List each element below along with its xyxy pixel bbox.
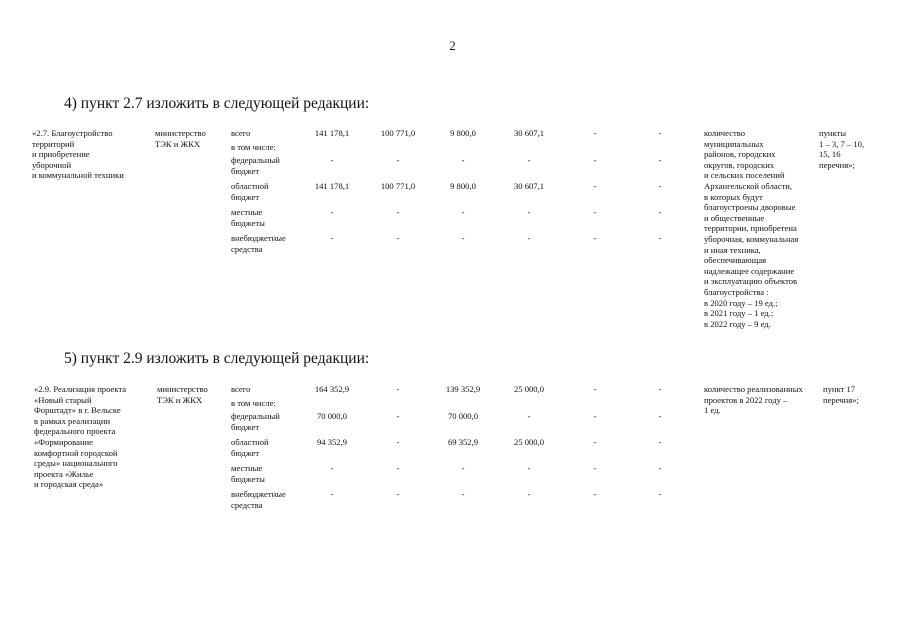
result-indicator-line: муниципальных <box>704 138 764 149</box>
result-indicator-line: благоустроены дворовые <box>704 202 796 213</box>
funding-value: - <box>396 233 400 243</box>
result-indicator-line: благоустройства : <box>704 287 769 297</box>
funding-source-label: в том числе: <box>231 398 276 408</box>
list-points-line: пункт 17 <box>823 384 856 394</box>
funding-value: 69 352,9 <box>447 437 479 447</box>
result-indicator-line: и эксплуатацию объектов <box>704 276 798 287</box>
section-heading: 5) пункт 2.9 изложить в следующей редакции: <box>64 350 370 367</box>
funding-value: - <box>658 411 662 421</box>
funding-value: - <box>593 207 597 217</box>
result-indicator-line: территории, приобретена <box>704 223 797 234</box>
list-points-line: перечня»; <box>823 394 859 405</box>
funding-value: - <box>593 489 597 499</box>
result-indicator-line: в 2021 году – 1 ед.; <box>704 308 774 319</box>
funding-value: - <box>330 207 334 217</box>
funding-value: - <box>396 489 400 499</box>
funding-source-label: всего <box>231 128 251 138</box>
funding-source-label: в том числе: <box>231 142 276 152</box>
funding-value: - <box>593 155 597 165</box>
result-indicator-line: в которых будут <box>704 191 763 202</box>
funding-value: - <box>396 384 400 394</box>
funding-value: - <box>658 437 662 447</box>
funding-value: - <box>330 463 334 473</box>
funding-value: 30 607,1 <box>513 128 545 138</box>
funding-source-label: бюджет <box>231 421 260 432</box>
funding-source-label: внебюджетные <box>231 489 286 499</box>
funding-value: - <box>658 463 662 473</box>
list-points-line: перечня»; <box>819 159 855 170</box>
funding-value: - <box>396 463 400 473</box>
funding-value: 25 000,0 <box>513 384 545 394</box>
event-name-line: территорий <box>32 138 75 149</box>
funding-source-label: бюджет <box>231 191 260 202</box>
funding-source-label: областной <box>231 437 269 447</box>
funding-value: - <box>461 463 465 473</box>
event-name-line: и приобретение <box>32 149 90 160</box>
result-indicator-line: проектов в 2022 году – <box>704 394 788 405</box>
funding-value: - <box>330 489 334 499</box>
funding-value: - <box>527 489 531 499</box>
funding-value: 141 178,1 <box>314 128 350 138</box>
funding-value: 9 800,0 <box>450 181 476 191</box>
event-name-line: и коммунальной техники <box>32 170 124 181</box>
event-name-line: федерального проекта <box>34 426 116 437</box>
funding-value: - <box>396 207 400 217</box>
funding-value: - <box>527 411 531 421</box>
result-indicator-line: в 2020 году – 19 ед.; <box>704 297 778 308</box>
funding-value: - <box>396 437 400 447</box>
event-name-line: «Новый старый <box>34 394 92 405</box>
funding-value: - <box>593 128 597 138</box>
funding-value: - <box>396 411 400 421</box>
executor-line: ТЭК и ЖКХ <box>157 394 203 405</box>
funding-source-label: бюджеты <box>231 217 265 228</box>
funding-source-label: местные <box>231 463 263 473</box>
executor-line: министерство <box>155 128 206 138</box>
funding-value: - <box>593 181 597 191</box>
event-name-line: в рамках реализации <box>34 415 111 426</box>
result-indicator-line: округов, городских <box>704 159 775 170</box>
event-name-line: «Формирование <box>34 437 93 447</box>
funding-value: - <box>330 233 334 243</box>
funding-value: - <box>658 128 662 138</box>
event-name-line: Форштадт» в г. Вельске <box>34 405 121 416</box>
funding-value: 100 771,0 <box>380 181 416 191</box>
funding-value: - <box>593 463 597 473</box>
funding-source-label: федеральный <box>231 155 280 165</box>
funding-value: - <box>461 489 465 499</box>
funding-value: 139 352,9 <box>445 384 481 394</box>
funding-value: 70 000,0 <box>316 411 348 421</box>
funding-value: - <box>527 463 531 473</box>
funding-value: - <box>396 155 400 165</box>
result-indicator-line: районов, городских <box>704 149 776 160</box>
funding-source-label: бюджет <box>231 447 260 458</box>
page-number: 2 <box>449 38 456 53</box>
result-indicator-line: Архангельской области, <box>704 181 793 191</box>
list-points-line: пункты <box>819 128 847 138</box>
funding-source-label: федеральный <box>231 411 280 421</box>
funding-value: - <box>527 233 531 243</box>
event-name-line: и городская среда» <box>34 479 104 490</box>
result-indicator-line: и иная техника, <box>704 244 761 255</box>
event-name-line: «2.9. Реализация проекта <box>34 384 127 394</box>
funding-value: - <box>593 437 597 447</box>
funding-value: 141 178,1 <box>314 181 350 191</box>
funding-value: - <box>461 155 465 165</box>
funding-value: 9 800,0 <box>450 128 476 138</box>
funding-source-label: бюджеты <box>231 473 265 484</box>
funding-source-label: средства <box>231 499 263 510</box>
event-name-line: проекта «Жилье <box>34 468 94 479</box>
funding-source-label: областной <box>231 181 269 191</box>
result-indicator-line: надлежащее содержание <box>704 265 795 276</box>
funding-value: - <box>593 233 597 243</box>
section-heading: 4) пункт 2.7 изложить в следующей редакции: <box>64 95 370 112</box>
funding-value: 70 000,0 <box>447 411 479 421</box>
funding-value: 25 000,0 <box>513 437 545 447</box>
funding-value: - <box>461 233 465 243</box>
funding-value: - <box>658 207 662 217</box>
event-name-line: среды» национального <box>34 458 118 469</box>
list-points-line: 1 – 3, 7 – 10, <box>819 138 865 149</box>
funding-source-label: внебюджетные <box>231 233 286 243</box>
list-points-line: 15, 16 <box>819 149 841 160</box>
result-indicator-line: и сельских поселений <box>704 170 785 181</box>
funding-value: 94 352,9 <box>316 437 348 447</box>
result-indicator-line: обеспечивающая <box>704 255 767 266</box>
result-indicator-line: в 2022 году – 9 ед. <box>704 318 771 329</box>
funding-value: - <box>593 411 597 421</box>
event-name-line: комфортной городской <box>34 447 118 458</box>
event-name-line: уборочной <box>32 159 72 170</box>
funding-source-label: местные <box>231 207 263 217</box>
event-name-line: «2.7. Благоустройство <box>32 128 113 138</box>
funding-value: - <box>658 155 662 165</box>
funding-source-label: всего <box>231 384 251 394</box>
funding-value: - <box>593 384 597 394</box>
funding-value: - <box>658 181 662 191</box>
funding-source-label: средства <box>231 243 263 254</box>
funding-value: 30 607,1 <box>513 181 545 191</box>
result-indicator-line: количество реализованных <box>704 384 803 394</box>
result-indicator-line: уборочная, коммунальная <box>704 234 799 244</box>
executor-line: ТЭК и ЖКХ <box>155 138 201 149</box>
funding-value: - <box>330 155 334 165</box>
funding-value: - <box>658 489 662 499</box>
funding-source-label: бюджет <box>231 165 260 176</box>
funding-value: 100 771,0 <box>380 128 416 138</box>
executor-line: министерство <box>157 384 208 394</box>
funding-value: - <box>658 384 662 394</box>
funding-value: - <box>527 207 531 217</box>
funding-value: 164 352,9 <box>314 384 350 394</box>
funding-value: - <box>527 155 531 165</box>
funding-value: - <box>461 207 465 217</box>
result-indicator-line: 1 ед. <box>704 405 721 416</box>
result-indicator-line: и общественные <box>704 212 765 223</box>
result-indicator-line: количество <box>704 128 746 138</box>
funding-value: - <box>658 233 662 243</box>
